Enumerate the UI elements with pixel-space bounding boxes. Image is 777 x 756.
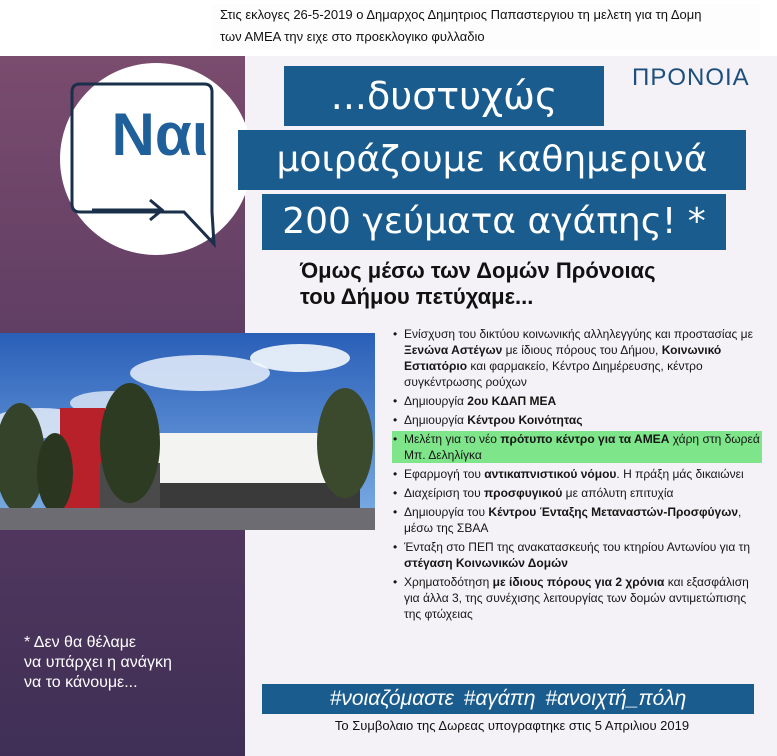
list-item: • Διαχείριση του προσφυγικού με απόλυτη επιτυχία (392, 485, 762, 501)
hashtag: #αγάπη (463, 687, 536, 710)
list-item: • Εφαρμογή του αντικαπνιστικού νόμου. Η πράξη μάς δικαιώνει (392, 466, 762, 482)
list-item: • Δημιουργία 2ου ΚΔΑΠ ΜΕΑ (392, 393, 762, 409)
subheading (300, 258, 740, 310)
hashtag: #ανοιχτή_πόλη (545, 687, 687, 710)
footnote (24, 633, 234, 693)
headline-line-1: ...δυστυχώς (284, 66, 604, 126)
footnote-line-2: να υπάρχει η ανάγκη (24, 654, 172, 671)
note-line-1: Στις εκλογες 26-5-2019 ο Δημαρχος Δημητριος Παπαστεργιου τη μελετη για τη Δομη (220, 7, 702, 22)
footnote-line-3: να το κάνουμε... (24, 674, 138, 691)
brand-label: ΠΡΟΝΟΙΑ (632, 64, 750, 91)
hashtag-bar (262, 684, 754, 714)
logo-word: Ναι (111, 101, 209, 168)
achievements-list (392, 326, 762, 625)
handwritten-note-box (212, 4, 760, 50)
footnote-line-1: * Δεν θα θέλαμε (24, 634, 137, 651)
list-item-highlighted: • Μελέτη για το νέο πρότυπο κέντρο για τα ΑΜΕΑ χάρη στη δωρεά Μπ. Δεληλίγκα (392, 431, 762, 463)
list-item: • Χρηματοδότηση με ίδιους πόρους για 2 χρόνια και εξασφάλιση για άλλα 3, της συνέχισης λειτουργίας των δομών αντιμετώπισης της φτώχειας (392, 574, 762, 622)
list-item: • Δημιουργία Κέντρου Κοινότητας (392, 412, 762, 428)
subheading-line-1: Όμως μέσω των Δομών Πρόνοιας (300, 258, 656, 283)
building-photo (0, 333, 375, 530)
subheading-line-2: του Δήμου πετύχαμε... (300, 284, 534, 309)
hashtag: #νοιαζόμαστε (329, 687, 454, 710)
headline-line-2: μοιράζουμε καθημερινά (238, 130, 746, 190)
list-item: • Ένταξη στο ΠΕΠ της ανακατασκευής του κτηρίου Αντωνίου για τη στέγαση Κοινωνικών Δομών (392, 539, 762, 571)
signature-note: Το Συμβολαιο της Δωρεας υπογραφτηκε στις 5 Απριλιου 2019 (334, 718, 690, 733)
note-line-2: των ΑΜΕΑ την ειχε στο προεκλογικο φυλλαδιο (220, 29, 485, 44)
list-item: • Δημιουργία του Κέντρου Ένταξης Μεταναστών-Προσφύγων, μέσω της ΣΒΑΑ (392, 504, 762, 536)
list-item: • Ενίσχυση του δικτύου κοινωνικής αλληλεγγύης και προστασίας με Ξενώνα Αστέγων με ίδιους πόρους του Δήμου, Κοινωνικό Εστιατόριο και φαρμακείο, Κέντρο Διημέρευσης, κέντρο συγκέντρωσης ρούχων (392, 326, 762, 390)
headline-line-3: 200 γεύματα αγάπης! * (262, 194, 726, 250)
